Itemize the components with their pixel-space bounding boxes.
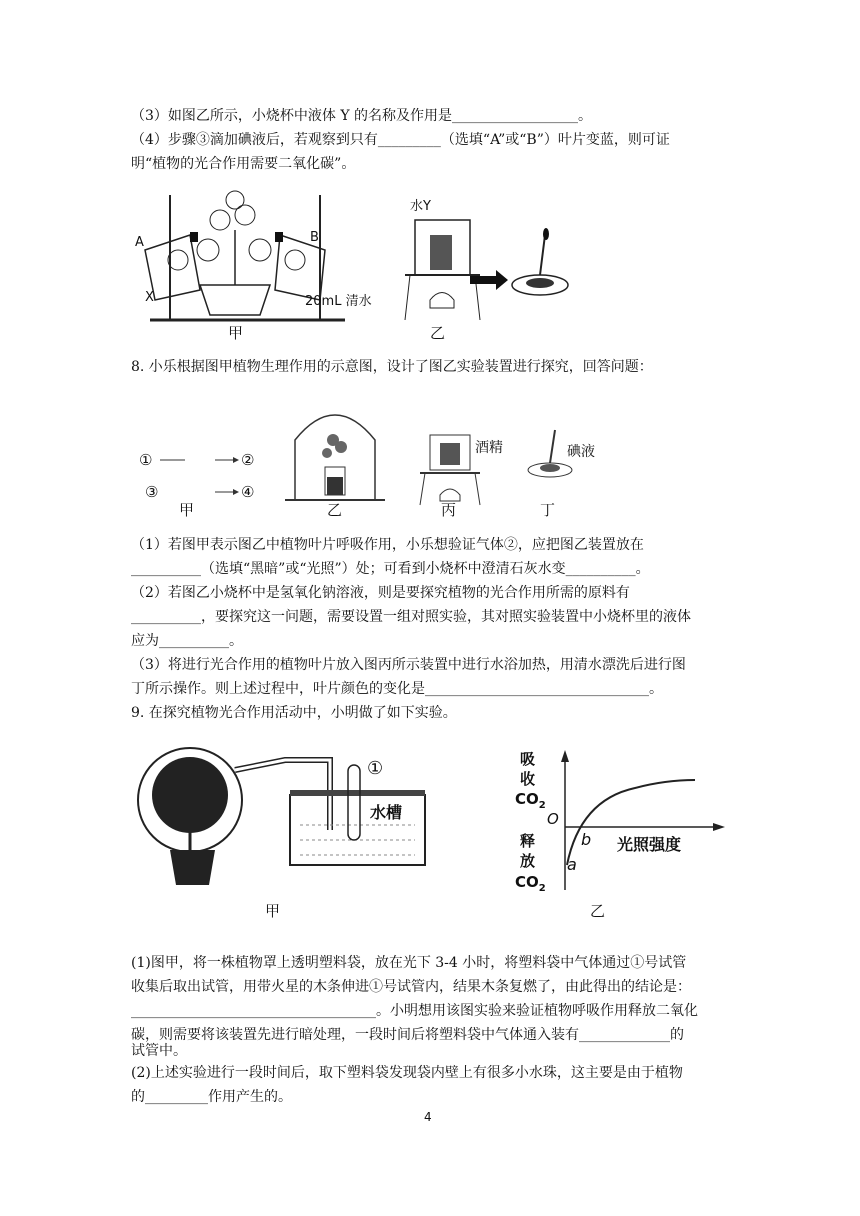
caption-yi: 乙 [327,501,343,519]
label-point-b: b [581,830,592,849]
figure-8-drawing [135,395,595,520]
text-line: 应为__________。 [131,633,243,649]
text-line: __________，要探究这一问题，需要设置一组对照实验，其对照实验装置中小烧杯里的液体 [131,609,691,625]
text-line: __________（选填“黑暗”或“光照”）处；可看到小烧杯中澄清石灰水变__________。 [131,561,650,577]
text-line: (1)图甲，将一株植物罩上透明塑料袋，放在光下 3-4 小时，将塑料袋中气体通过①号试管 [131,955,687,971]
label-co2-bottom: $CO_2$ [515,873,546,894]
text-line: 8. 小乐根据图甲植物生理作用的示意图，设计了图乙实验装置进行探究，回答问题： [131,359,653,375]
text-line: （3）将进行光合作用的植物叶片放入图丙所示装置中进行水浴加热，用清水漂洗后进行图 [131,657,686,673]
figure-7 [130,190,550,340]
caption-ding: 丁 [540,501,556,519]
label-y-top-1: 吸 [520,750,536,768]
label-y-bot-2: 放 [520,852,536,870]
label-circle-3: ③ [145,483,159,501]
figure-8 [135,395,595,520]
label-a: A [135,235,144,250]
caption-yi: 乙 [430,324,446,342]
label-circle-4: ④ [241,483,255,501]
caption-jia: 甲 [179,501,195,519]
label-co2-top: $CO_2$ [515,790,546,811]
text-line: 试管中。 [131,1043,187,1059]
figure-7-drawing [130,190,550,340]
figure-9 [135,740,735,930]
page-number: 4 [424,1110,432,1124]
label-y-bot-1: 释 [520,832,536,850]
label-circle-2: ② [241,451,255,469]
text-line: 收集后取出试管，用带火星的木条伸进①号试管内，结果木条复燃了，由此得出的结论是： [131,979,691,995]
label-alcohol: 酒精 [475,440,503,456]
label-circle-1: ① [139,451,153,469]
text-line: 的_________作用产生的。 [131,1089,292,1105]
caption-yi: 乙 [590,902,606,920]
label-point-a: a [567,855,577,874]
text-line: （4）步骤③滴加碘液后，若观察到只有_________（选填“A”或“B”）叶片变蓝，则可证 [131,132,670,148]
caption-jia: 甲 [228,324,244,342]
text-line: （2）若图乙小烧杯中是氢氧化钠溶液，则是要探究植物的光合作用所需的原料有 [131,585,630,601]
text-line: 丁所示操作。则上述过程中，叶片颜色的变化是________________________________。 [131,681,663,697]
text-line: （1）若图甲表示图乙中植物叶片呼吸作用，小乐想验证气体②，应把图乙装置放在 [131,537,644,553]
label-iodine: 碘液 [567,444,595,460]
label-x-axis: 光照强度 [617,835,682,854]
label-x: X [145,290,154,305]
label-origin: O [547,810,559,828]
caption-bing: 丙 [441,501,457,519]
text-line: （3）如图乙所示，小烧杯中液体 Y 的名称及作用是__________________。 [131,108,593,124]
text-line: 明“植物的光合作用需要二氧化碳”。 [131,156,356,172]
label-tank: 水槽 [370,803,403,822]
text-line: (2)上述实验进行一段时间后，取下塑料袋发现袋内壁上有很多小水珠，这主要是由于植物 [131,1065,683,1081]
caption-jia: 甲 [265,902,281,920]
text-line: 9. 在探究植物光合作用活动中，小明做了如下实验。 [131,705,457,721]
text-line: ___________________________________。小明想用该图实验来验证植物呼吸作用释放二氧化 [131,1003,698,1019]
label-clear-water: 20mL 清水 [305,294,372,309]
text-line: 碳，则需要将该装置先进行暗处理，一段时间后将塑料袋中气体通入装有_____________的 [131,1027,684,1043]
label-water-y: 水Y [410,199,431,214]
label-y-top-2: 收 [520,770,536,788]
label-tube-1: ① [367,758,384,779]
label-b: B [310,230,319,245]
